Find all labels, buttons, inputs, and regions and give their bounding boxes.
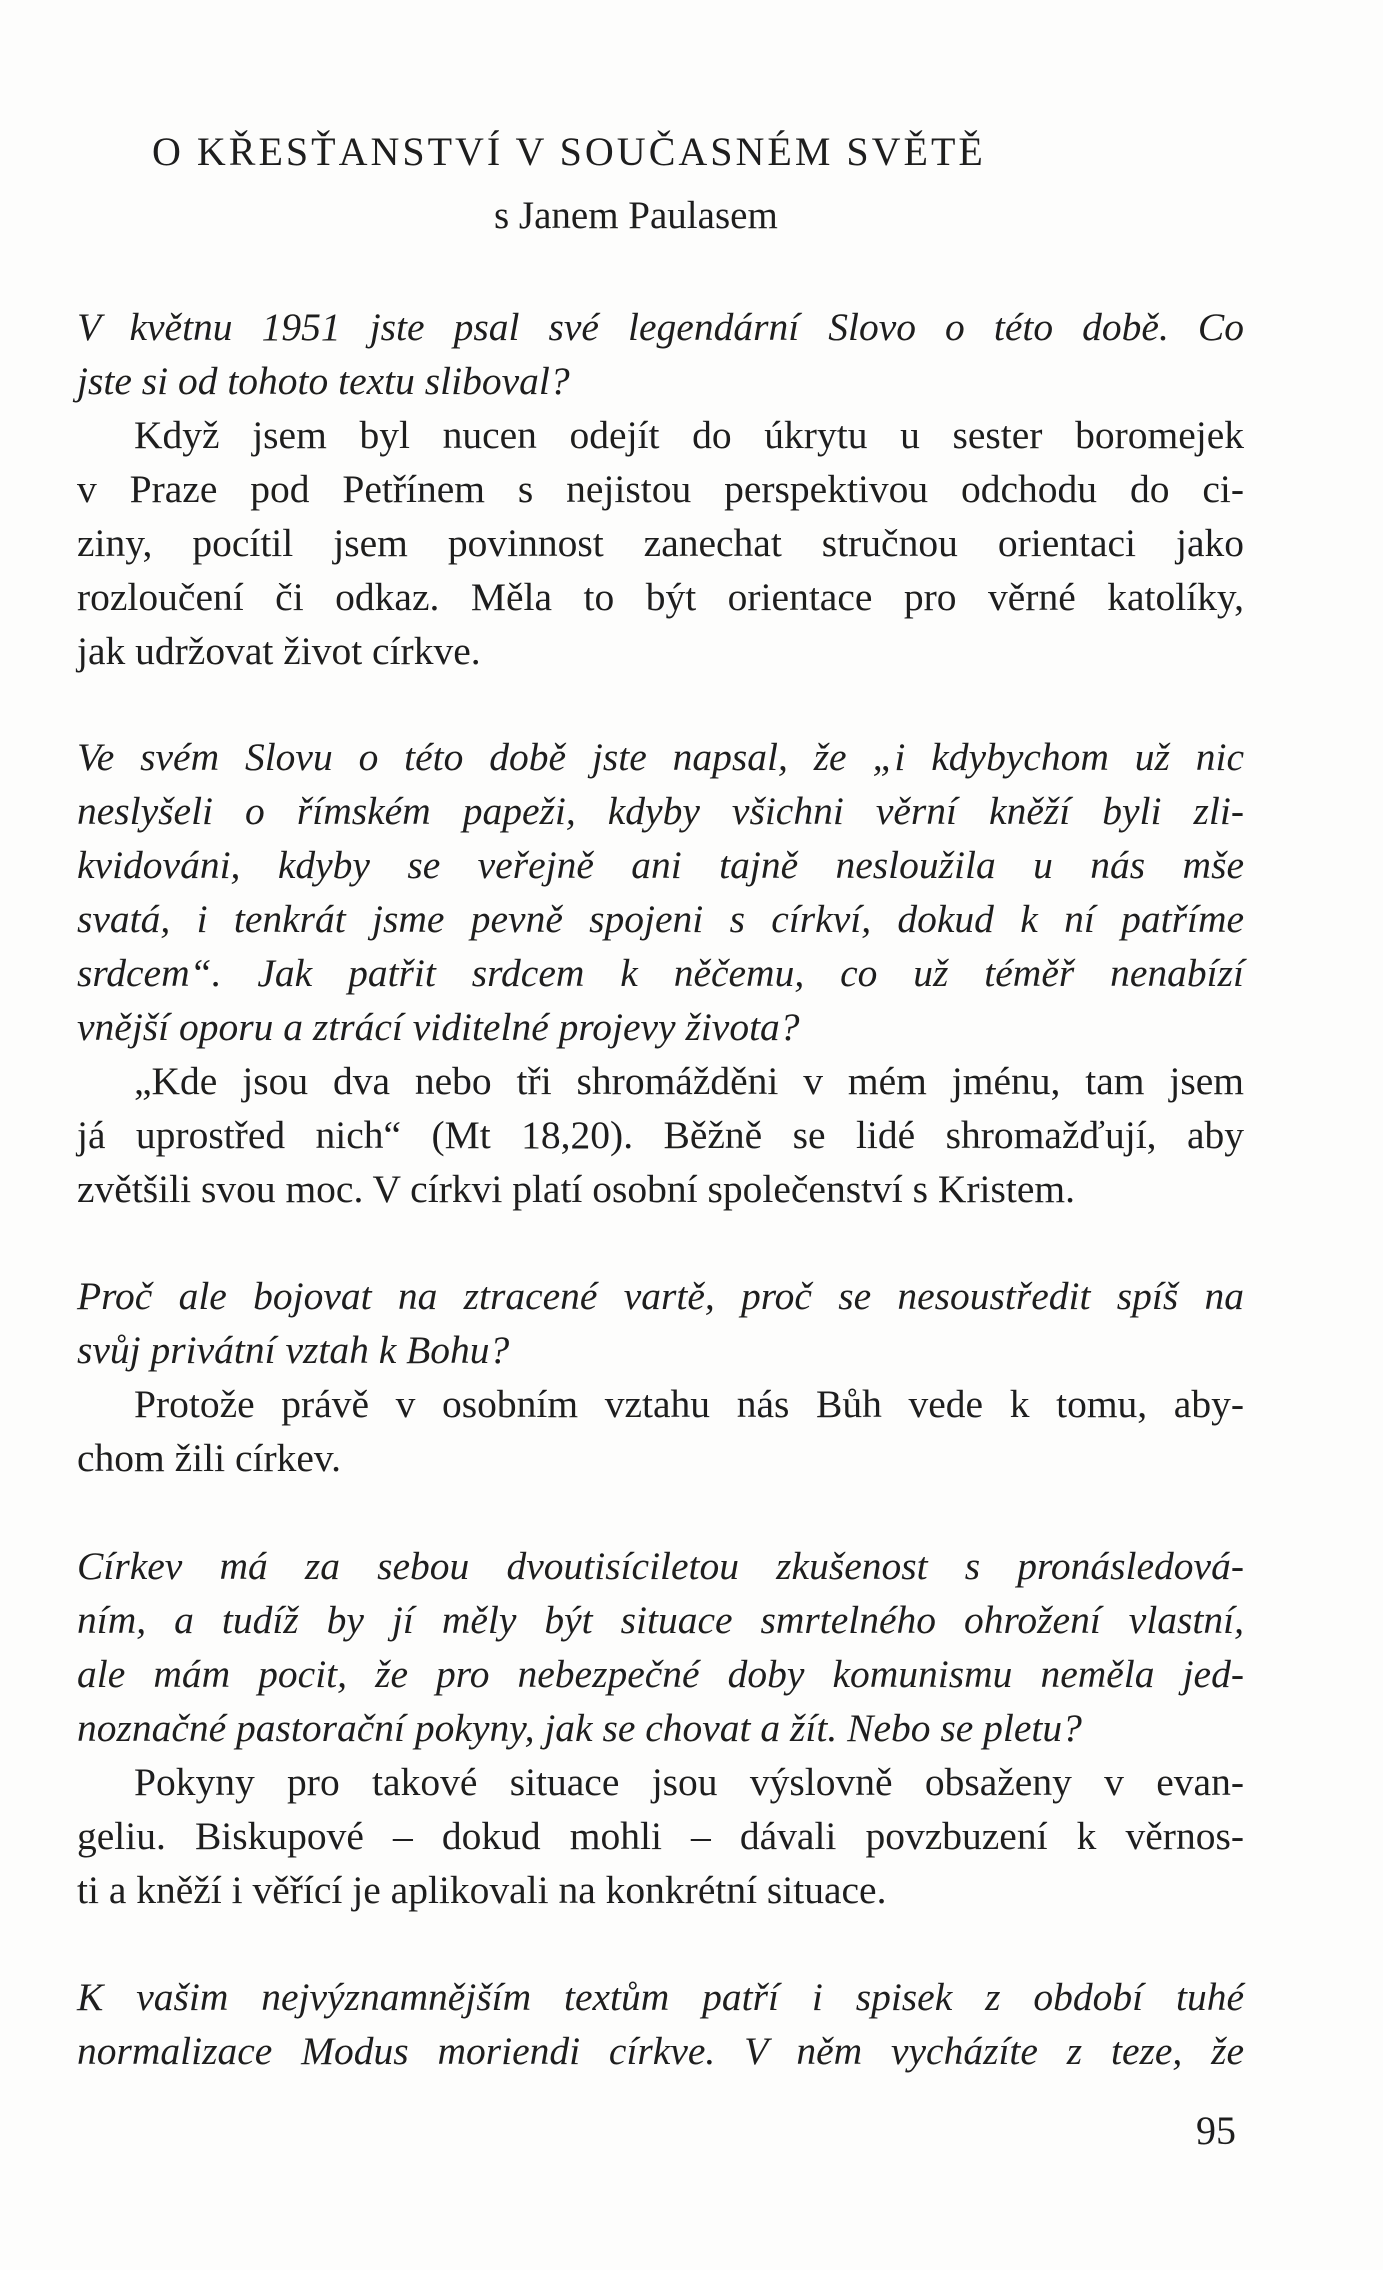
- answer-paragraph: [77, 1755, 1244, 1917]
- question-paragraph: [77, 1970, 1244, 2078]
- text-line: Proč ale bojovat na ztracené vartě, proč se nesoustředit spíš na: [77, 1274, 1244, 1318]
- text-line: jste si od tohoto textu sliboval?: [77, 359, 570, 403]
- text-line: rozloučení či odkaz. Měla to být orientace pro věrné katolíky,: [77, 575, 1244, 619]
- chapter-title: O KŘESŤANSTVÍ V SOUČASNÉM SVĚTĚ: [152, 129, 986, 174]
- text-line: Protože právě v osobním vztahu nás Bůh vede k tomu, aby-: [134, 1382, 1244, 1426]
- question-paragraph: [77, 730, 1244, 1054]
- answer-paragraph: [77, 1054, 1244, 1216]
- text-line: normalizace Modus moriendi církve. V něm vycházíte z teze, že: [77, 2029, 1244, 2073]
- text-line: Ve svém Slovu o této době jste napsal, že „i kdybychom už nic: [77, 735, 1244, 779]
- text-line: K vašim nejvýznamnějším textům patří i spisek z období tuhé: [77, 1975, 1244, 2019]
- text-line: v Praze pod Petřínem s nejistou perspektivou odchodu do ci-: [77, 467, 1244, 511]
- text-line: já uprostřed nich“ (Mt 18,20). Běžně se lidé shromažďují, aby: [77, 1113, 1244, 1157]
- answer-paragraph: [77, 408, 1244, 678]
- text-line: noznačné pastorační pokyny, jak se chovat a žít. Nebo se pletu?: [77, 1706, 1082, 1750]
- question-paragraph: [77, 1269, 1244, 1377]
- text-line: ním, a tudíž by jí měly být situace smrtelného ohrožení vlastní,: [77, 1598, 1244, 1642]
- answer-paragraph: [77, 1377, 1244, 1485]
- text-line: „Kde jsou dva nebo tři shromážděni v mém jménu, tam jsem: [134, 1059, 1244, 1103]
- text-line: ti a kněží i věřící je aplikovali na konkrétní situace.: [77, 1868, 887, 1912]
- text-line: zvětšili svou moc. V církvi platí osobní společenství s Kristem.: [77, 1167, 1076, 1211]
- text-line: vnější oporu a ztrácí viditelné projevy života?: [77, 1005, 800, 1049]
- text-line: ale mám pocit, že pro nebezpečné doby komunismu neměla jed-: [77, 1652, 1244, 1696]
- text-line: jak udržovat život církve.: [77, 629, 481, 673]
- text-line: Církev má za sebou dvoutisíciletou zkušenost s pronásledová-: [77, 1544, 1244, 1588]
- text-line: ziny, pocítil jsem povinnost zanechat stručnou orientaci jako: [77, 521, 1244, 565]
- text-line: chom žili církev.: [77, 1436, 341, 1480]
- text-line: kvidováni, kdyby se veřejně ani tajně nesloužila u nás mše: [77, 843, 1244, 887]
- text-line: geliu. Biskupové – dokud mohli – dávali povzbuzení k věrnos-: [77, 1814, 1244, 1858]
- text-line: Když jsem byl nucen odejít do úkrytu u sester boromejek: [134, 413, 1244, 457]
- text-line: V květnu 1951 jste psal své legendární Slovo o této době. Co: [77, 305, 1244, 349]
- text-line: neslyšeli o římském papeži, kdyby všichni věrní kněží byli zli-: [77, 789, 1244, 833]
- page-number: 95: [1196, 2108, 1236, 2153]
- text-line: Pokyny pro takové situace jsou výslovně obsaženy v evan-: [134, 1760, 1244, 1804]
- question-paragraph: [77, 1539, 1244, 1755]
- question-paragraph: [77, 300, 1244, 408]
- text-line: svůj privátní vztah k Bohu?: [77, 1328, 510, 1372]
- text-line: svatá, i tenkrát jsme pevně spojeni s církví, dokud k ní patříme: [77, 897, 1244, 941]
- text-line: srdcem“. Jak patřit srdcem k něčemu, co už téměř nenabízí: [77, 951, 1244, 995]
- chapter-subtitle: s Janem Paulasem: [494, 194, 778, 237]
